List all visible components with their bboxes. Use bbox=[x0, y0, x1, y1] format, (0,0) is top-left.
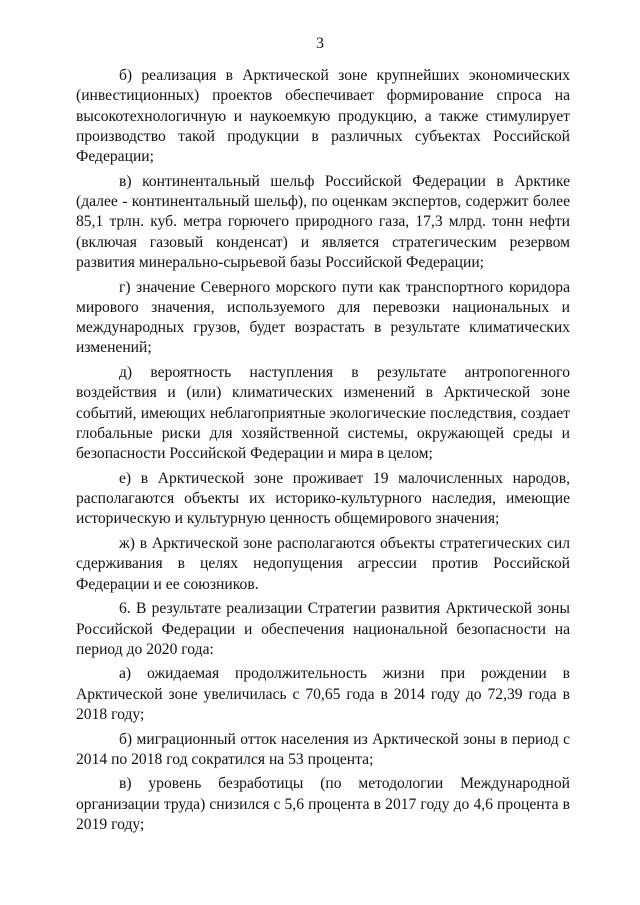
paragraph-b-migration-outflow: б) миграционный отток населения из Арктической зоны в период с 2014 по 2018 год сократился на 53 процента; bbox=[76, 730, 570, 768]
paragraph-d-ecological-risks: д) вероятность наступления в результате антропогенного воздействия и (или) климатических изменений в Арктической зоне событий, имеющих неблагоприятные экологические последствия, создает глобальные риски для хозяйственной системы, окружающей среды и безопасности Российской Федерации и мира в целом; bbox=[76, 364, 570, 463]
paragraph-v-continental-shelf: в) континентальный шельф Российской Федерации в Арктике (далее - континентальный шельф), по оценкам экспертов, содержит более 85,1 трлн. куб. метра горючего природного газа, 17,3 млрд. тонн нефти (включая газовый конденсат) и является стратегическим резервом развития минерально-сырьевой базы Российской Федерации; bbox=[76, 172, 570, 271]
paragraph-a-life-expectancy: а) ожидаемая продолжительность жизни при рождении в Арктической зоне увеличилась с 70,65 года в 2014 году до 72,39 года в 2018 году; bbox=[76, 665, 570, 723]
paragraph-e-indigenous-peoples: е) в Арктической зоне проживает 19 малочисленных народов, располагаются объекты их историко-культурного наследия, имеющие историческую и культурную ценность общемирового значения; bbox=[76, 469, 570, 528]
document-body bbox=[76, 66, 570, 840]
paragraph-v-unemployment: в) уровень безработицы (по методологии Международной организации труда) снизился с 5,6 процента в 2017 году до 4,6 процента в 2019 году; bbox=[76, 775, 570, 834]
paragraph-b-investment-projects: б) реализация в Арктической зоне крупнейших экономических (инвестиционных) проектов обеспечивает формирование спроса на высокотехнологичную и наукоемкую продукцию, а также стимулирует производство такой продукции в различных субъектах Российской Федерации; bbox=[76, 67, 570, 166]
paragraph-g-northern-sea-route: г) значение Северного морского пути как транспортного коридора мирового значения, используемого для перевозки национальных и международных грузов, будет возрастать в результате климатических изменений; bbox=[76, 278, 570, 357]
paragraph-zh-strategic-forces: ж) в Арктической зоне располагаются объекты стратегических сил сдерживания в целях недопущения агрессии против Российской Федерации и ее союзников. bbox=[76, 535, 570, 593]
page-number: 3 bbox=[316, 35, 324, 52]
paragraph-6-strategy-results: 6. В результате реализации Стратегии развития Арктической зоны Российской Федерации и обеспечения национальной безопасности на период до 2020 года: bbox=[76, 600, 570, 658]
